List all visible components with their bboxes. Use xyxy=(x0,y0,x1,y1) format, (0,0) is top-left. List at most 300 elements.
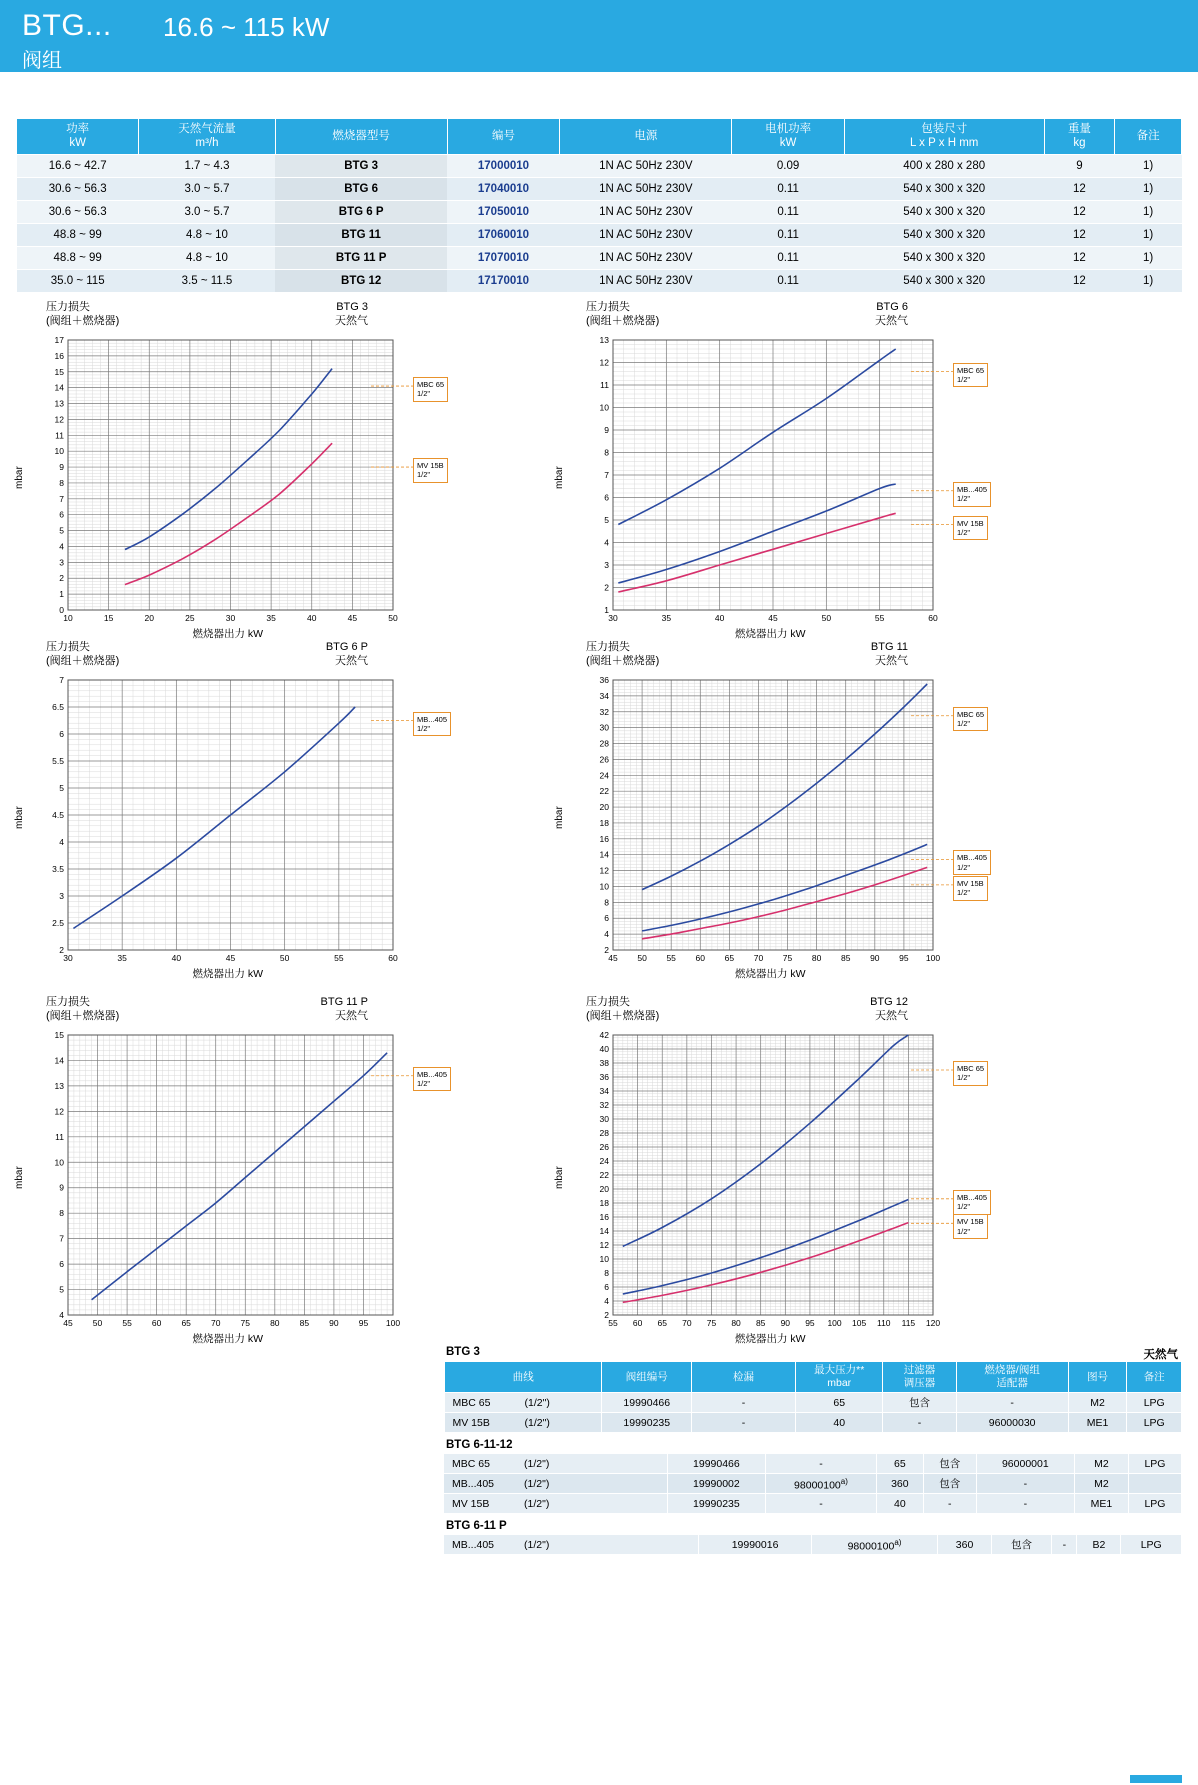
cell-model: BTG 11 P xyxy=(275,246,447,269)
curve-size: (1/2") xyxy=(524,1416,550,1429)
chart-callout xyxy=(953,363,988,388)
svg-text:16: 16 xyxy=(599,833,609,844)
y-axis-label: mbar xyxy=(554,466,565,489)
table-row xyxy=(445,1413,1182,1433)
col-weight xyxy=(1044,119,1115,155)
cell-note: 1) xyxy=(1115,154,1182,177)
col-dims-l2: L x P x H mm xyxy=(910,137,979,150)
cell-filter-regulator: 包含 xyxy=(923,1454,976,1474)
svg-text:11: 11 xyxy=(55,1131,64,1142)
cell-adapter: 96000001 xyxy=(976,1454,1074,1474)
svg-text:10: 10 xyxy=(54,446,64,457)
svg-text:35: 35 xyxy=(661,613,672,623)
cell-motor: 0.11 xyxy=(732,177,844,200)
cell-power: 30.6 ~ 56.3 xyxy=(17,200,139,223)
cell-leak-test: 98000100$^{a)}$ xyxy=(766,1474,877,1494)
chart-gas-type: 天然气 xyxy=(875,1010,908,1023)
svg-text:10: 10 xyxy=(54,1157,64,1168)
svg-text:13: 13 xyxy=(599,335,609,345)
spec-table xyxy=(16,118,1182,293)
curve-size: (1/2") xyxy=(524,1538,550,1551)
cell-footnote: a) xyxy=(894,1537,902,1547)
chart-model-name: BTG 6 xyxy=(876,301,908,313)
series-line xyxy=(125,369,332,550)
cell-max-pressure: 40 xyxy=(876,1494,923,1514)
accessory-col-3: 最大压力** mbar xyxy=(795,1362,882,1393)
callout-sub: 1/2" xyxy=(957,1226,971,1236)
col-power-l1: 功率 xyxy=(66,123,90,135)
cell-code: 17170010 xyxy=(447,269,560,292)
svg-text:36: 36 xyxy=(599,675,609,685)
svg-text:13: 13 xyxy=(54,1080,64,1091)
table-row xyxy=(444,1494,1182,1514)
curve-name: MV 15B xyxy=(452,1416,490,1429)
chart-plot xyxy=(548,995,978,1335)
cell-valve-code: 19990235 xyxy=(602,1413,692,1433)
cell-footnote: a) xyxy=(840,1476,848,1486)
cell-note: LPG xyxy=(1128,1494,1181,1514)
chart-callout xyxy=(953,707,988,732)
series-line xyxy=(618,349,895,525)
cell-dims: 540 x 300 x 320 xyxy=(844,269,1044,292)
chart-btg6p xyxy=(8,640,448,980)
chart-callout xyxy=(953,850,991,875)
svg-text:6: 6 xyxy=(604,1282,609,1292)
svg-text:55: 55 xyxy=(334,953,344,963)
cell-curve xyxy=(444,1494,667,1514)
col-motor xyxy=(732,119,844,155)
x-axis-label: 燃烧器出力 kW xyxy=(735,1333,806,1345)
col-flow xyxy=(139,119,275,155)
svg-text:90: 90 xyxy=(780,1318,791,1328)
cell-adapter: - xyxy=(1052,1535,1077,1555)
y-axis-label: mbar xyxy=(14,806,25,829)
cell-drawing: ME1 xyxy=(1074,1494,1128,1514)
chart-callout xyxy=(413,458,448,483)
svg-text:1: 1 xyxy=(604,605,609,615)
cell-valve-code: 19990002 xyxy=(667,1474,765,1494)
svg-text:4: 4 xyxy=(59,837,64,847)
cell-code: 17050010 xyxy=(447,200,560,223)
x-axis-label: 燃烧器出力 kW xyxy=(192,628,264,640)
svg-text:34: 34 xyxy=(599,1086,609,1096)
svg-text:18: 18 xyxy=(599,1198,609,1208)
cell-valve-code: 19990466 xyxy=(667,1454,765,1474)
series-line xyxy=(125,443,332,584)
svg-text:38: 38 xyxy=(599,1058,609,1068)
svg-text:8: 8 xyxy=(604,897,609,908)
svg-text:90: 90 xyxy=(870,953,880,963)
callout-label: MB...405 xyxy=(957,853,988,863)
svg-text:7: 7 xyxy=(59,675,64,685)
cell-valve-code: 19990235 xyxy=(667,1494,765,1514)
callout-label: MB...405 xyxy=(417,714,448,724)
svg-text:5: 5 xyxy=(59,783,64,793)
svg-text:16: 16 xyxy=(54,350,64,361)
loss-title-line2: (阀组＋燃烧器) xyxy=(46,315,120,328)
callout-label: MV 15B xyxy=(957,1217,984,1227)
chart-callout xyxy=(413,1067,451,1092)
chart-callout xyxy=(953,1061,988,1086)
cell-max-pressure: 65 xyxy=(876,1454,923,1474)
svg-text:80: 80 xyxy=(811,953,822,963)
svg-text:10: 10 xyxy=(63,613,73,623)
cell-drawing: M2 xyxy=(1074,1454,1128,1474)
svg-text:85: 85 xyxy=(840,953,851,963)
cell-supply: 1N AC 50Hz 230V xyxy=(560,154,732,177)
curve-name: MB...405 xyxy=(452,1477,495,1490)
callout-sub: 1/2" xyxy=(957,527,971,537)
accessory-col-2: 检漏 xyxy=(692,1362,796,1393)
cell-dims: 540 x 300 x 320 xyxy=(844,177,1044,200)
cell-dims: 400 x 280 x 280 xyxy=(844,154,1044,177)
cell-weight: 12 xyxy=(1044,246,1115,269)
svg-text:14: 14 xyxy=(599,849,609,860)
spec-table-header-row xyxy=(17,119,1182,155)
callout-label: MBC 65 xyxy=(957,1064,985,1073)
chart-plot xyxy=(548,640,978,970)
col-weight-l2: kg xyxy=(1073,137,1086,150)
col-note: 备注 xyxy=(1115,119,1182,155)
chart-model-name: BTG 6 P xyxy=(325,641,368,653)
callout-sub: 1/2" xyxy=(957,862,971,872)
cell-leak-test: - xyxy=(692,1393,796,1413)
cell-supply: 1N AC 50Hz 230V xyxy=(560,246,732,269)
svg-text:70: 70 xyxy=(753,953,764,963)
callout-sub: 1/2" xyxy=(957,1073,971,1083)
chart-gas-type: 天然气 xyxy=(875,655,908,668)
cell-leak-test: 98000100$^{a)}$ xyxy=(811,1535,938,1555)
svg-text:115: 115 xyxy=(901,1318,916,1328)
svg-text:60: 60 xyxy=(695,953,706,963)
cell-motor: 0.11 xyxy=(732,223,844,246)
svg-text:45: 45 xyxy=(347,613,358,623)
svg-text:3: 3 xyxy=(604,560,609,570)
cell-code: 17000010 xyxy=(447,154,560,177)
cell-note: LPG xyxy=(1127,1413,1182,1433)
svg-text:30: 30 xyxy=(225,613,236,623)
cell-note: LPG xyxy=(1121,1535,1182,1555)
svg-text:10: 10 xyxy=(599,881,609,892)
accessory-col-4: 过滤器 调压器 xyxy=(883,1362,956,1393)
loss-title-line1: 压力损失 xyxy=(46,996,90,1008)
svg-text:65: 65 xyxy=(724,953,735,963)
cell-drawing: M2 xyxy=(1068,1393,1127,1413)
loss-title-line2: (阀组＋燃烧器) xyxy=(586,1010,660,1023)
svg-text:4: 4 xyxy=(604,1296,609,1306)
cell-supply: 1N AC 50Hz 230V xyxy=(560,269,732,292)
page-header xyxy=(0,0,1198,72)
cell-weight: 12 xyxy=(1044,200,1115,223)
svg-text:12: 12 xyxy=(599,865,609,876)
cell-dims: 540 x 300 x 320 xyxy=(844,223,1044,246)
chart-plot xyxy=(8,300,438,630)
accessory-group-title: BTG 6-11-12 xyxy=(446,1439,513,1452)
svg-text:45: 45 xyxy=(608,953,618,963)
svg-text:95: 95 xyxy=(805,1318,815,1328)
accessory-col-1: 阀组编号 xyxy=(602,1362,692,1393)
callout-sub: 1/2" xyxy=(417,1079,431,1089)
col-motor-l2: kW xyxy=(779,137,797,150)
svg-text:30: 30 xyxy=(599,722,609,733)
svg-text:18: 18 xyxy=(599,817,609,828)
cell-filter-regulator: 包含 xyxy=(923,1474,976,1494)
svg-text:4: 4 xyxy=(59,541,64,552)
loss-title-line2: (阀组＋燃烧器) xyxy=(586,655,660,668)
svg-text:3: 3 xyxy=(59,557,64,568)
callout-sub: 1/2" xyxy=(957,888,971,898)
chart-gas-type: 天然气 xyxy=(335,1010,368,1023)
col-motor-l1: 电机功率 xyxy=(765,123,812,135)
svg-text:14: 14 xyxy=(599,1226,609,1236)
chart-callout xyxy=(413,712,451,737)
chart-model-name: BTG 11 xyxy=(870,641,908,653)
svg-text:30: 30 xyxy=(63,953,73,963)
cell-code: 17070010 xyxy=(447,246,560,269)
svg-text:6: 6 xyxy=(59,509,64,520)
svg-text:36: 36 xyxy=(599,1072,609,1082)
accessory-table xyxy=(444,1361,1182,1433)
svg-text:12: 12 xyxy=(54,414,64,425)
svg-text:24: 24 xyxy=(599,1156,609,1166)
svg-text:2: 2 xyxy=(59,945,64,955)
cell-note: 1) xyxy=(1115,177,1182,200)
svg-text:4.5: 4.5 xyxy=(52,810,64,820)
chart-btg12 xyxy=(548,995,988,1345)
svg-text:40: 40 xyxy=(307,613,317,623)
chart-gas-type: 天然气 xyxy=(335,315,368,328)
cell-model: BTG 3 xyxy=(275,154,447,177)
cell-supply: 1N AC 50Hz 230V xyxy=(560,177,732,200)
svg-text:105: 105 xyxy=(852,1318,867,1328)
table-row xyxy=(17,200,1182,223)
cell-valve-code: 19990466 xyxy=(602,1393,692,1413)
svg-text:9: 9 xyxy=(59,462,64,473)
col-dims xyxy=(844,119,1044,155)
accessory-group-title: BTG 3 xyxy=(446,1346,480,1358)
loss-title-line1: 压力损失 xyxy=(586,301,630,313)
svg-text:6: 6 xyxy=(59,729,64,739)
cell-motor: 0.09 xyxy=(732,154,844,177)
svg-text:26: 26 xyxy=(599,754,609,765)
svg-text:16: 16 xyxy=(599,1212,609,1222)
svg-text:12: 12 xyxy=(599,1240,609,1250)
svg-text:50: 50 xyxy=(637,953,647,963)
svg-text:60: 60 xyxy=(151,1318,162,1328)
cell-weight: 9 xyxy=(1044,154,1115,177)
svg-text:55: 55 xyxy=(608,1318,618,1328)
svg-text:5: 5 xyxy=(604,515,609,525)
curve-size: (1/2") xyxy=(524,1477,550,1490)
col-power xyxy=(17,119,139,155)
svg-text:55: 55 xyxy=(122,1318,132,1328)
cell-curve xyxy=(445,1393,602,1413)
chart-btg11p xyxy=(8,995,448,1345)
accessory-col-0: 曲线 xyxy=(445,1362,602,1393)
svg-text:42: 42 xyxy=(599,1030,609,1040)
accessory-col-7: 备注 xyxy=(1127,1362,1182,1393)
svg-text:90: 90 xyxy=(329,1318,339,1328)
svg-text:10: 10 xyxy=(599,1254,609,1264)
cell-max-pressure: 360 xyxy=(876,1474,923,1494)
cell-note: 1) xyxy=(1115,269,1182,292)
svg-text:9: 9 xyxy=(604,425,609,435)
svg-text:5.5: 5.5 xyxy=(52,756,64,766)
cell-curve xyxy=(444,1535,699,1555)
svg-text:100: 100 xyxy=(827,1318,842,1328)
cell-motor: 0.11 xyxy=(732,200,844,223)
svg-text:9: 9 xyxy=(59,1182,64,1193)
loss-title-line1: 压力损失 xyxy=(46,301,90,313)
table-row xyxy=(17,223,1182,246)
curve-size: (1/2") xyxy=(524,1457,550,1470)
cell-motor: 0.11 xyxy=(732,269,844,292)
svg-text:60: 60 xyxy=(632,1318,643,1328)
svg-text:20: 20 xyxy=(599,802,609,813)
cell-power: 48.8 ~ 99 xyxy=(17,246,139,269)
cell-note xyxy=(1128,1474,1181,1494)
svg-text:2: 2 xyxy=(604,1310,609,1320)
cell-note: LPG xyxy=(1127,1393,1182,1413)
cell-adapter: - xyxy=(956,1393,1068,1413)
svg-text:4: 4 xyxy=(604,929,609,940)
cell-supply: 1N AC 50Hz 230V xyxy=(560,223,732,246)
cell-model: BTG 11 xyxy=(275,223,447,246)
cell-power: 16.6 ~ 42.7 xyxy=(17,154,139,177)
svg-text:100: 100 xyxy=(385,1318,401,1328)
svg-text:7: 7 xyxy=(604,470,609,480)
chart-callout xyxy=(953,876,988,901)
cell-note: 1) xyxy=(1115,246,1182,269)
col-flow-l2: m³/h xyxy=(195,137,219,150)
svg-text:30: 30 xyxy=(599,1114,609,1124)
cell-weight: 12 xyxy=(1044,177,1115,200)
svg-text:26: 26 xyxy=(599,1142,609,1152)
cell-adapter: 96000030 xyxy=(956,1413,1068,1433)
cell-curve xyxy=(445,1413,602,1433)
svg-text:60: 60 xyxy=(388,953,398,963)
accessory-group-title: BTG 6-11 P xyxy=(446,1520,507,1533)
callout-sub: 1/2" xyxy=(417,723,431,733)
svg-text:40: 40 xyxy=(599,1044,609,1054)
svg-text:45: 45 xyxy=(225,953,236,963)
loss-title-line2: (阀组＋燃烧器) xyxy=(46,1010,120,1023)
accessory-table xyxy=(444,1535,1182,1555)
page-subtitle: 阀组 xyxy=(22,50,62,72)
cell-max-pressure: 360 xyxy=(938,1535,991,1555)
x-axis-label: 燃烧器出力 kW xyxy=(735,968,806,980)
svg-text:75: 75 xyxy=(782,953,793,963)
cell-flow: 1.7 ~ 4.3 xyxy=(139,154,275,177)
cell-drawing: B2 xyxy=(1077,1535,1121,1555)
svg-text:0: 0 xyxy=(59,605,64,615)
cell-note: LPG xyxy=(1128,1454,1181,1474)
callout-label: MV 15B xyxy=(417,461,444,471)
chart-btg11 xyxy=(548,640,988,980)
svg-text:8: 8 xyxy=(604,447,609,458)
svg-text:3.5: 3.5 xyxy=(52,864,64,874)
page-title: BTG... xyxy=(22,9,112,42)
cell-adapter: - xyxy=(976,1494,1074,1514)
svg-text:28: 28 xyxy=(599,738,609,749)
chart-gas-type: 天然气 xyxy=(875,315,908,328)
chart-callout xyxy=(953,482,991,507)
cell-drawing: ME1 xyxy=(1068,1413,1127,1433)
cell-drawing: M2 xyxy=(1074,1474,1128,1494)
gas-note: 天然气 xyxy=(1143,1349,1178,1361)
cell-curve xyxy=(444,1474,667,1494)
svg-text:6.5: 6.5 xyxy=(52,702,64,712)
cell-leak-test: - xyxy=(766,1494,877,1514)
svg-text:120: 120 xyxy=(925,1318,941,1328)
cell-leak-test: - xyxy=(766,1454,877,1474)
svg-text:75: 75 xyxy=(706,1318,717,1328)
svg-text:95: 95 xyxy=(358,1318,369,1328)
chart-model-name: BTG 11 P xyxy=(320,996,368,1008)
svg-text:20: 20 xyxy=(144,613,154,623)
callout-label: MB...405 xyxy=(957,484,988,494)
accessory-col-5: 燃烧器/阀组 适配器 xyxy=(956,1362,1068,1393)
table-row xyxy=(17,154,1182,177)
svg-text:12: 12 xyxy=(54,1106,64,1117)
col-code: 编号 xyxy=(447,119,560,155)
table-row xyxy=(17,246,1182,269)
loss-title-line1: 压力损失 xyxy=(586,996,630,1008)
callout-sub: 1/2" xyxy=(957,1202,971,1212)
svg-text:15: 15 xyxy=(103,613,114,623)
power-range-label: 16.6 ~ 115 kW xyxy=(163,12,330,42)
chart-btg6 xyxy=(548,300,988,640)
series-line xyxy=(73,707,355,928)
svg-text:22: 22 xyxy=(599,786,609,797)
svg-text:70: 70 xyxy=(210,1318,221,1328)
footer-bar xyxy=(1130,1775,1182,1783)
svg-text:4: 4 xyxy=(59,1310,64,1320)
cell-filter-regulator: - xyxy=(923,1494,976,1514)
svg-text:110: 110 xyxy=(876,1318,891,1328)
cell-flow: 3.5 ~ 11.5 xyxy=(139,269,275,292)
svg-text:35: 35 xyxy=(117,953,127,963)
svg-text:8: 8 xyxy=(59,477,64,488)
table-row xyxy=(17,269,1182,292)
svg-text:65: 65 xyxy=(181,1318,191,1328)
cell-code: 17060010 xyxy=(447,223,560,246)
y-axis-label: mbar xyxy=(14,466,25,489)
svg-text:3: 3 xyxy=(59,891,64,901)
col-model: 燃烧器型号 xyxy=(275,119,447,155)
svg-text:17: 17 xyxy=(54,335,64,345)
chart-plot xyxy=(8,640,438,970)
svg-text:12: 12 xyxy=(599,357,609,368)
chart-callout xyxy=(953,1214,988,1239)
loss-title-line1: 压力损失 xyxy=(46,641,90,653)
col-weight-l1: 重量 xyxy=(1067,123,1091,135)
table-row xyxy=(444,1454,1182,1474)
svg-text:13: 13 xyxy=(54,398,64,409)
cell-weight: 12 xyxy=(1044,223,1115,246)
svg-text:14: 14 xyxy=(54,1055,64,1066)
cell-filter-regulator: 包含 xyxy=(991,1535,1051,1555)
curve-name: MBC 65 xyxy=(452,1396,491,1409)
svg-text:45: 45 xyxy=(768,613,778,623)
callout-label: MV 15B xyxy=(957,518,984,528)
svg-text:4: 4 xyxy=(604,537,609,548)
table-row xyxy=(444,1474,1182,1494)
cell-max-pressure: 40 xyxy=(795,1413,882,1433)
svg-text:7: 7 xyxy=(59,493,64,504)
callout-label: MB...405 xyxy=(957,1192,988,1202)
svg-text:50: 50 xyxy=(92,1318,103,1328)
